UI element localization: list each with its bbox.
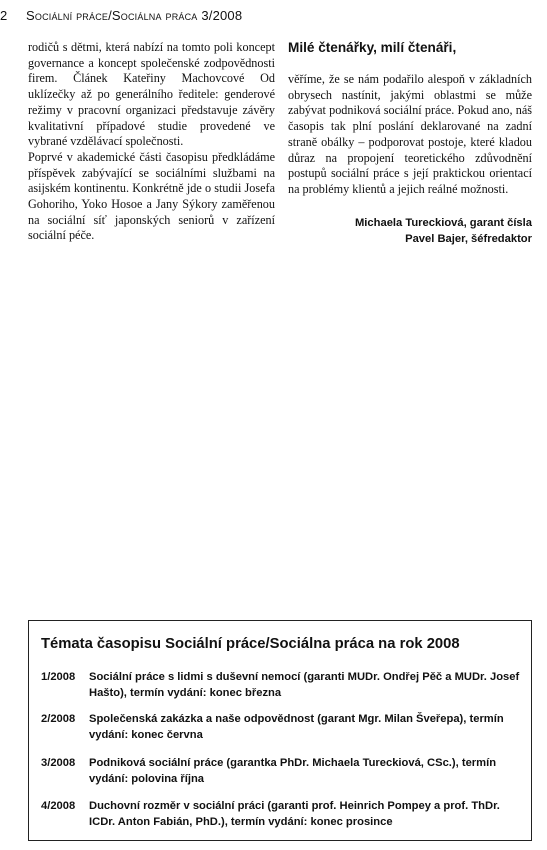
editorial-greeting: Milé čtenářky, milí čtenáři,	[288, 40, 457, 55]
left-column	[28, 40, 275, 244]
right-column	[288, 72, 532, 198]
running-title: Sociální práce/Sociálna práca 3/2008	[26, 8, 243, 23]
issue-number: 3/2008	[41, 757, 76, 769]
topics-box	[28, 620, 532, 841]
paragraph: Poprvé v akademické části časopisu předkládáme příspěvek zabývající se sociálními službami na asijském kontinentu. Konkrétně jde o studii Josefa Gohoriho, Yoko Hosoe a Jany Sýkory zaměřenou na sociální síť japonských seniorů v zařízení sociální péče.	[28, 149, 275, 243]
issue-text: Společenská zakázka a naše odpovědnost (garant Mgr. Milan Šveřepa), termín vydání: konec června	[89, 713, 504, 741]
list-item	[41, 755, 521, 787]
list-item	[41, 669, 521, 701]
issue-number: 1/2008	[41, 671, 76, 683]
list-item	[41, 798, 521, 830]
issue-number: 2/2008	[41, 713, 76, 725]
issue-text: Podniková sociální práce (garantka PhDr. Michaela Tureckiová, CSc.), termín vydání: polovina října	[89, 757, 497, 785]
paragraph: rodičů s dětmi, která nabízí na tomto poli koncept governance a koncept společenské zodpovědnosti firem. Článek Kateřiny Machovcové Od uklízečky až po generálního ředitele: genderové režimy v pracovní organizaci představuje závěry kvalitativní případové studie provedené ve vybrané vzdělávací společnosti.	[28, 40, 275, 149]
issue-number: 4/2008	[41, 800, 76, 812]
signature-guarantor: Michaela Tureckiová, garant čísla	[354, 217, 532, 229]
signatures	[288, 215, 532, 247]
page-number: 2	[0, 8, 8, 23]
page-header	[0, 4, 547, 26]
signature-editor: Pavel Bajer, šéfredaktor	[405, 233, 532, 245]
paragraph: věříme, že se nám podařilo alespoň v základních obrysech nastínit, jakými oblastmi se může zabývat podniková sociální práce. Pokud ano, náš časopis tak plní poslání deklarované na zadní straně obálky – podporovat postoje, které kladou důraz na propojení teoretického zdůvodnění postupů sociální práce s její praktickou orientací na problémy klientů a jejich reálné možnosti.	[288, 72, 532, 196]
topics-title: Témata časopisu Sociální práce/Sociálna práca na rok 2008	[41, 636, 460, 652]
issue-text: Sociální práce s lidmi s duševní nemocí (garanti MUDr. Ondřej Pěč a MUDr. Josef Hašto), termín vydání: konec března	[89, 671, 520, 699]
issue-text: Duchovní rozměr v sociální práci (garanti prof. Heinrich Pompey a prof. ThDr. ICDr. Anton Fabián, PhD.), termín vydání: konec prosince	[89, 800, 500, 828]
list-item	[41, 711, 521, 743]
